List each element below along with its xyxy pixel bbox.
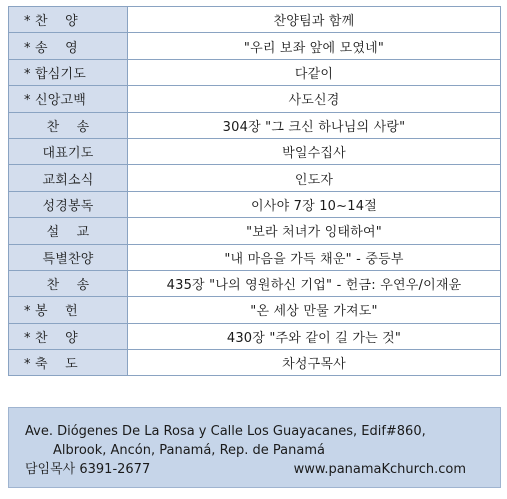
order-item-label: * 찬 양 xyxy=(9,7,128,33)
order-item-label: 특별찬양 xyxy=(9,245,128,271)
order-item-label: * 찬 양 xyxy=(9,324,128,350)
order-item-value: 사도신경 xyxy=(128,86,501,112)
address-line-2: Albrook, Ancón, Panamá, Rep. de Panamá xyxy=(53,443,325,458)
order-item-label: 대표기도 xyxy=(9,139,128,165)
order-row xyxy=(9,7,501,33)
order-item-value: 다같이 xyxy=(128,60,501,86)
order-item-value: 인도자 xyxy=(128,165,501,191)
contact-line xyxy=(23,460,488,479)
order-item-label: * 신앙고백 xyxy=(9,86,128,112)
order-item-value: "내 마음을 가득 채운" - 중등부 xyxy=(128,245,501,271)
order-item-label: * 봉 헌 xyxy=(9,297,128,323)
order-item-value: "우리 보좌 앞에 모였네" xyxy=(128,33,501,59)
order-row xyxy=(9,245,501,271)
order-row xyxy=(9,350,501,376)
pastor-phone: 담임목사 6391-2677 xyxy=(25,462,151,477)
order-row xyxy=(9,324,501,350)
order-row xyxy=(9,33,501,59)
order-row xyxy=(9,86,501,112)
church-website: www.panamaKchurch.com xyxy=(293,462,466,477)
order-row xyxy=(9,297,501,323)
address-line-1: Ave. Diógenes De La Rosa y Calle Los Guayacanes, Edif#860, xyxy=(25,424,426,439)
order-item-value: 304장 "그 크신 하나님의 사랑" xyxy=(128,113,501,139)
order-item-label: * 송 영 xyxy=(9,33,128,59)
order-item-label: 찬 송 xyxy=(9,271,128,297)
order-row xyxy=(9,113,501,139)
order-item-label: 설 교 xyxy=(9,218,128,244)
order-item-value: "온 세상 만물 가져도" xyxy=(128,297,501,323)
order-item-label: 찬 송 xyxy=(9,113,128,139)
order-row xyxy=(9,139,501,165)
order-item-label: 교회소식 xyxy=(9,165,128,191)
order-item-label: * 합심기도 xyxy=(9,60,128,86)
order-item-value: 박일수집사 xyxy=(128,139,501,165)
order-row xyxy=(9,192,501,218)
order-row xyxy=(9,60,501,86)
order-item-value: 차성구목사 xyxy=(128,350,501,376)
order-row xyxy=(9,271,501,297)
order-item-value: "보라 처녀가 잉태하여" xyxy=(128,218,501,244)
order-item-value: 435장 "나의 영원하신 기업" - 헌금: 우연우/이재윤 xyxy=(128,271,501,297)
order-item-value: 이사야 7장 10~14절 xyxy=(128,192,501,218)
order-row xyxy=(9,165,501,191)
church-info-footer xyxy=(8,407,501,488)
order-item-label: * 축 도 xyxy=(9,350,128,376)
worship-order-table xyxy=(8,6,501,376)
order-item-value: 찬양팀과 함께 xyxy=(128,7,501,33)
order-item-value: 430장 "주와 같이 길 가는 것" xyxy=(128,324,501,350)
order-item-label: 성경봉독 xyxy=(9,192,128,218)
order-row xyxy=(9,218,501,244)
